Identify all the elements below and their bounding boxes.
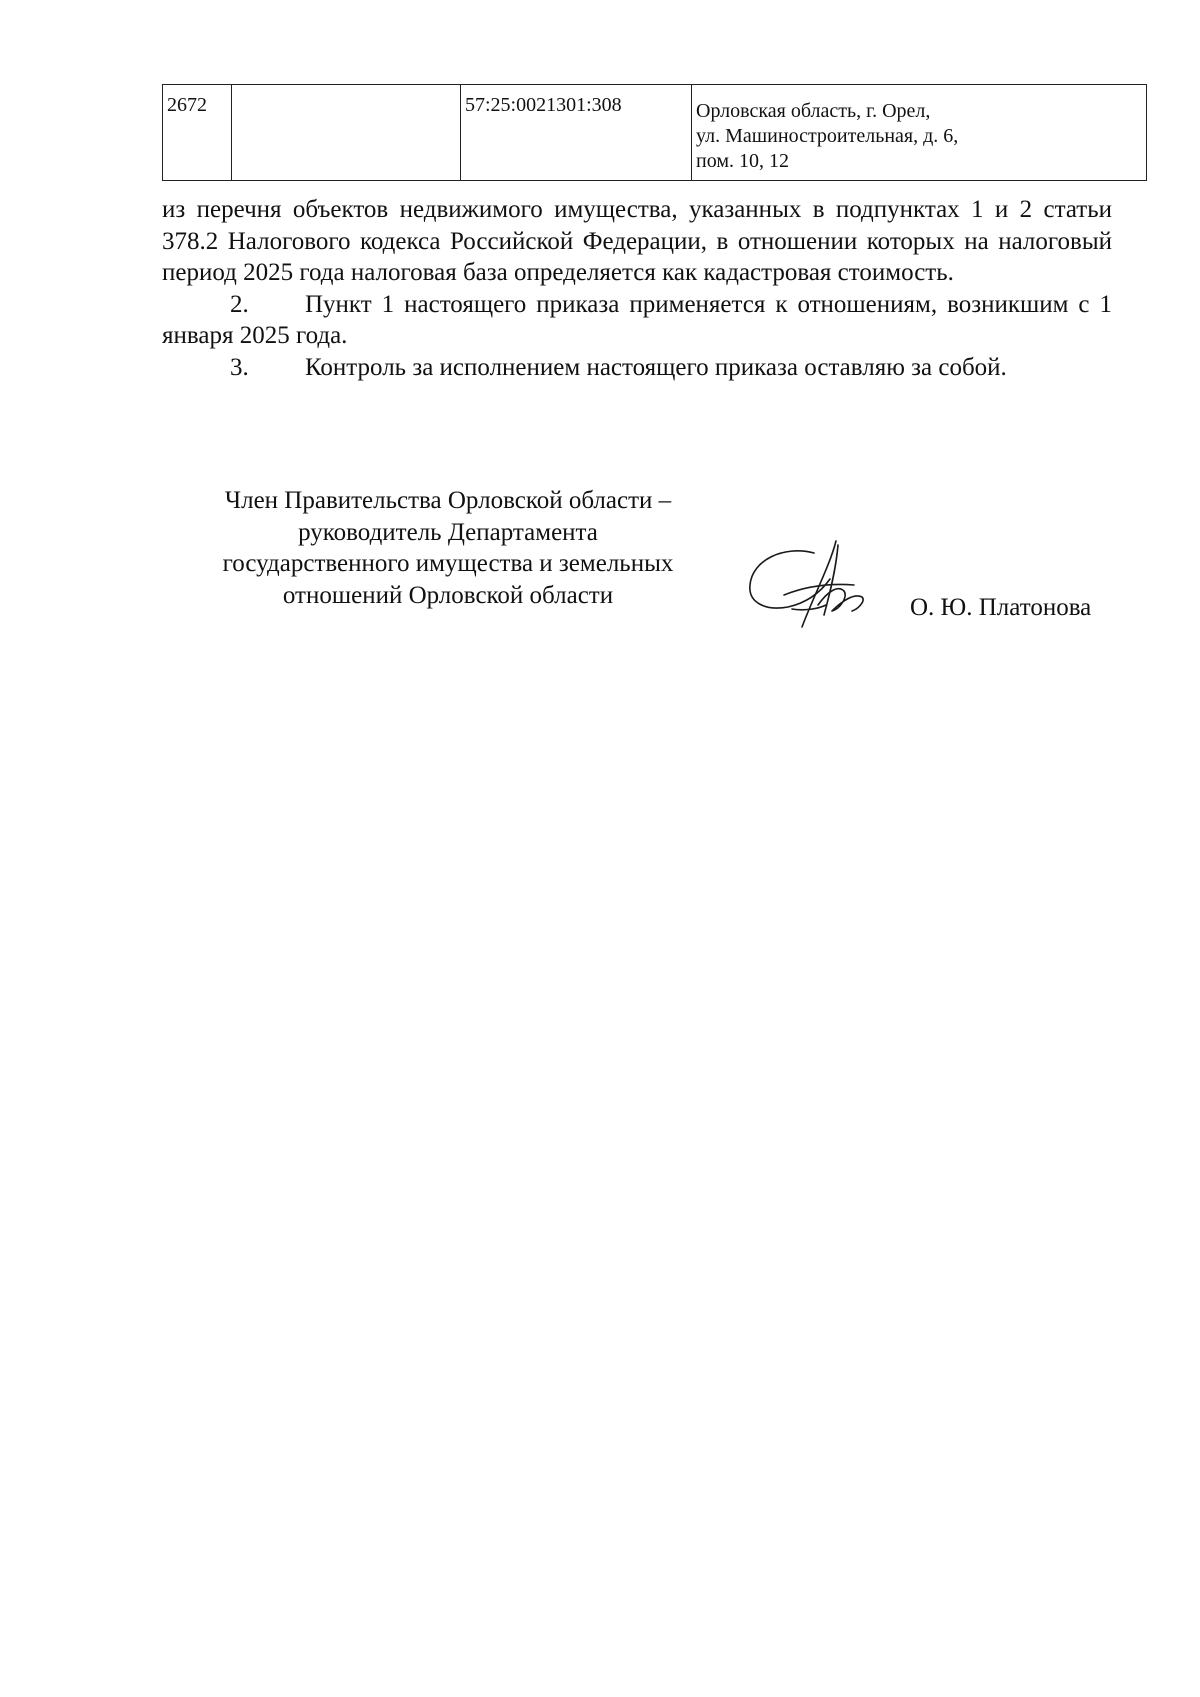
cadastral-number-cell [461,85,692,181]
position-line: государственного имущества и земельных [222,550,674,577]
table-row [163,85,1147,181]
handwritten-signature [744,535,874,635]
address-line: Орловская область, г. Орел, [696,100,931,122]
row-number-cell [163,85,232,181]
position-line: Член Правительства Орловской области – [224,487,672,514]
address-line: ул. Машиностроительная, д. 6, [696,125,959,147]
cadastral-number: 57:25:0021301:308 [465,94,622,116]
item-number: 3. [230,353,249,381]
item-text: Пункт 1 настоящего приказа применяется к отношениям, возникшим с 1 января 2025 года. [162,290,1112,349]
continuation-paragraph: из перечня объектов недвижимого имущества, указанных в подпунктах 1 и 2 статьи 378.2 Налогового кодекса Российской Федерации, в отношении которых на налоговый период 2025 года налоговая база определяется как кадастровая стоимость. [162,196,1112,286]
signer-name: О. Ю. Платонова [910,594,1092,621]
row-number: 2672 [167,94,207,116]
item-number: 2. [230,290,249,318]
order-text [162,194,1112,383]
position-line: отношений Орловской области [282,581,614,609]
signatory-position [168,485,728,611]
item-text: Контроль за исполнением настоящего приказа оставляю за собой. [305,353,1007,381]
address-cell [692,85,1147,181]
objects-table [162,84,1147,181]
address-line: пом. 10, 12 [696,150,789,172]
position-line: руководитель Департамента [298,518,598,546]
order-item-2 [162,289,1112,352]
object-name-cell [232,85,461,181]
order-item-3 [162,352,1112,384]
